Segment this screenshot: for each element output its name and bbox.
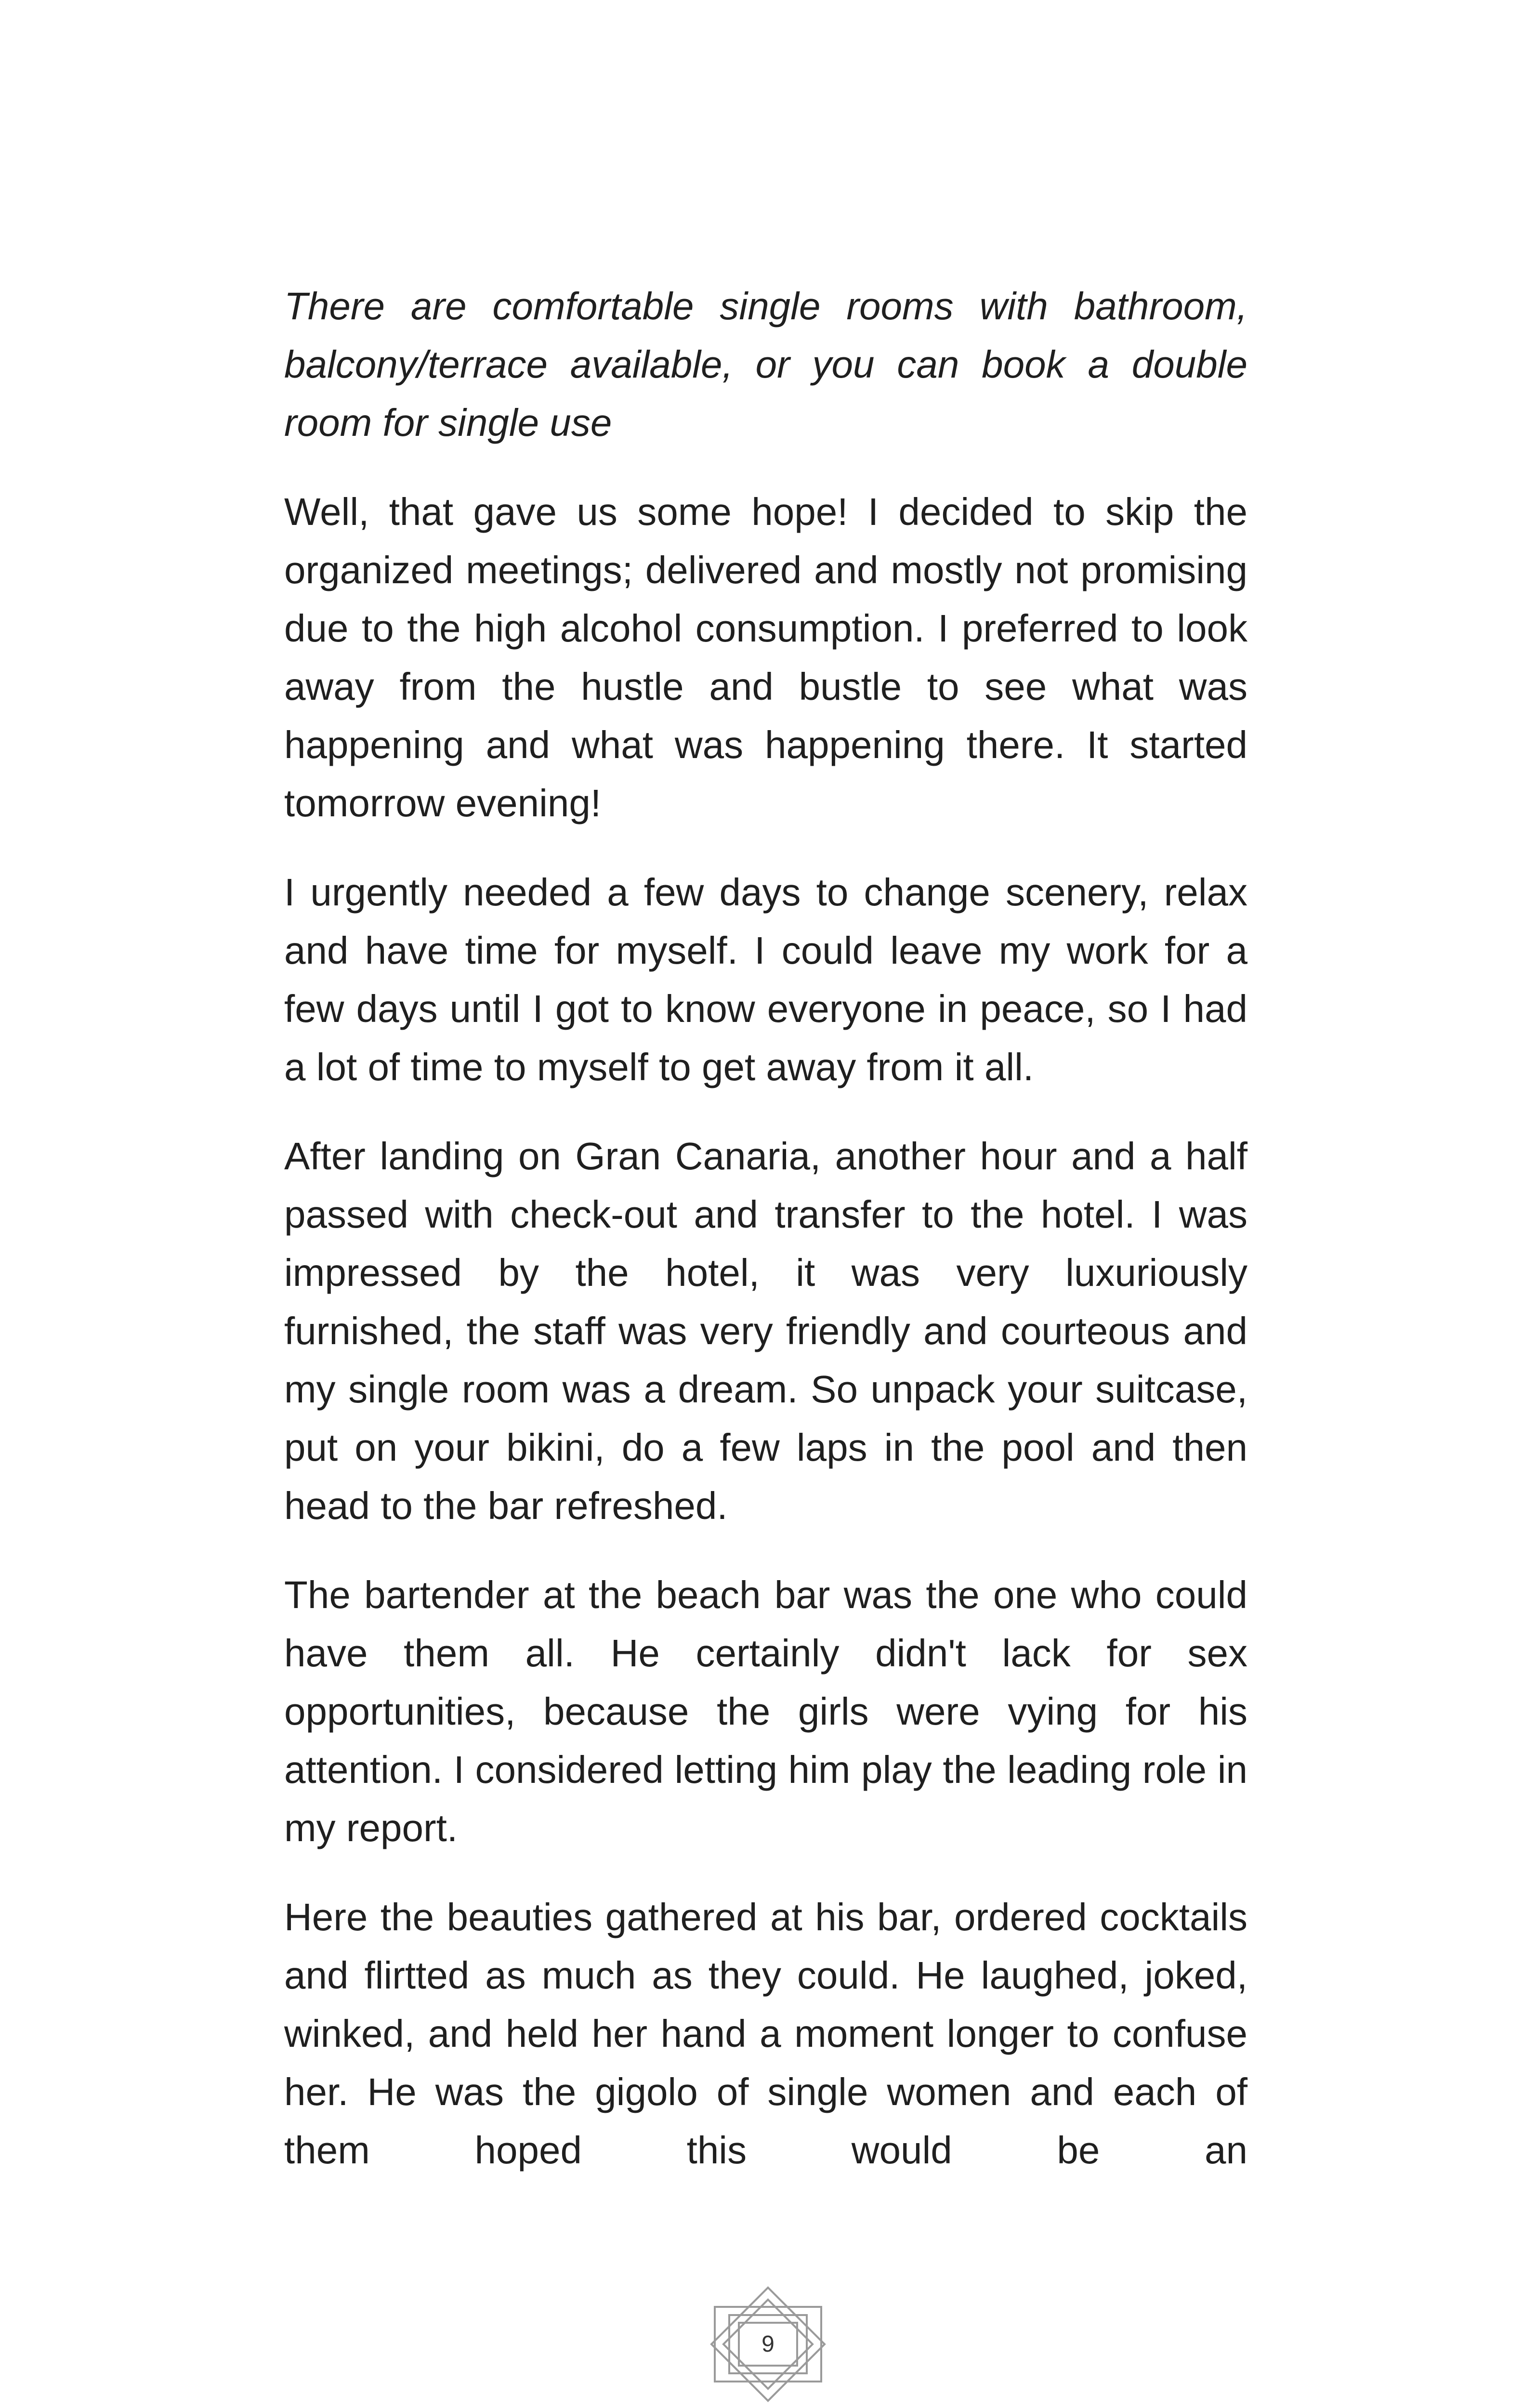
paragraph: After landing on Gran Canaria, another hour and a half passed with check-out and transfer to the hotel. I was impressed by the hotel, it was very luxuriously furnished, the staff was very friendly and courteous and my single room was a dream. So unpack your suitcase, put on your bikini, do a few laps in the pool and then head to the bar refreshed. — [284, 1135, 1247, 1527]
quoted-paragraph: There are comfortable single rooms with bathroom, balcony/terrace available, or you can book a double room for single use — [284, 285, 1247, 444]
paragraph: I urgently needed a few days to change scenery, relax and have time for myself. I could leave my work for a few days until I got to know everyone in peace, so I had a lot of time to myself to get away from it all. — [284, 871, 1247, 1088]
page-number: 9 — [761, 2331, 775, 2357]
body-text — [284, 277, 1247, 2179]
paragraph: Well, that gave us some hope! I decided to skip the organized meetings; delivered and mostly not promising due to the high alcohol consumption. I preferred to look away from the hustle and bustle to see what was happening and what was happening there. It started tomorrow evening! — [284, 490, 1247, 824]
paragraph: Here the beauties gathered at his bar, ordered cocktails and flirtted as much as they could. He laughed, joked, winked, and held her hand a moment longer to confuse her. He was the gigolo of single women and each of them hoped this would be an — [284, 1896, 1247, 2172]
paragraph: The bartender at the beach bar was the one who could have them all. He certainly didn't lack for sex opportunities, because the girls were vying for his attention. I considered letting him play the leading role in my report. — [284, 1573, 1247, 1849]
